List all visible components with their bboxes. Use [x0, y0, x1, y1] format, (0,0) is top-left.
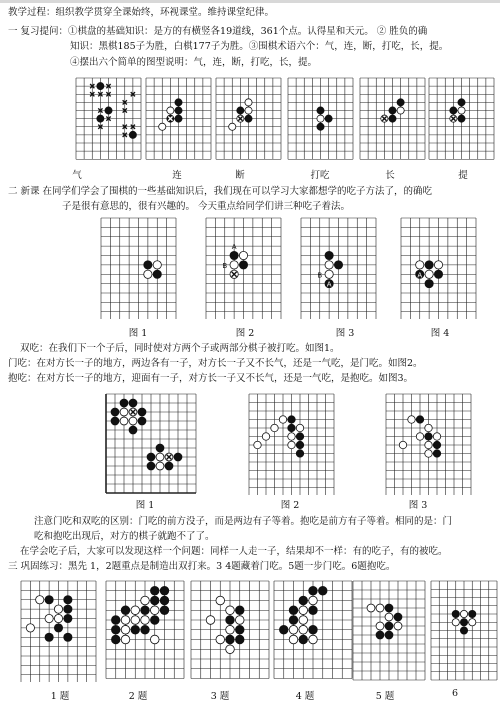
new-lesson-line-1: 二 新课 在同学们学会了围棋的一些基础知识后，我们现在可以学习大家都想学的吃子方法了，的确吃 [8, 186, 433, 197]
black-stone [111, 635, 120, 644]
white-stone [144, 270, 152, 278]
baochi-line: 抱吃：在对方长一子的地方，迎面有一子，对方长一子又不长气，还是一气吃，是抱吃。如图3。 [8, 373, 414, 384]
svg-text:B: B [317, 271, 323, 280]
white-stone [156, 462, 164, 470]
caption-qi: 气 [72, 170, 82, 181]
black-stone [289, 616, 298, 625]
caption-dachi: 打吃 [310, 170, 330, 181]
white-stone [159, 123, 166, 130]
black-stone [289, 606, 298, 615]
black-stone [129, 131, 136, 138]
black-stone [397, 99, 404, 106]
white-stone [167, 107, 174, 114]
white-stone [289, 635, 298, 644]
black-stone [279, 625, 288, 634]
black-stone [226, 616, 235, 625]
black-stone [138, 417, 146, 425]
black-stone [317, 107, 324, 114]
black-stone [299, 635, 308, 644]
white-stone [376, 622, 384, 630]
white-stone [226, 625, 235, 634]
black-stone [165, 462, 173, 470]
caption-duan: 断 [235, 170, 245, 181]
black-stone [175, 115, 182, 122]
black-stone [239, 261, 247, 269]
white-stone [216, 596, 225, 605]
note-line-1: 注意门吃和双吃的区别：门吃的前方没子，而是两边有子等着。抱吃是前方有子等着。相同的是：门 [34, 516, 453, 527]
black-stone [150, 586, 159, 595]
black-stone [288, 424, 295, 431]
intro-line: 教学过程：组织教学贯穿全课始终，环视课堂。维持课堂纪律。 [8, 7, 275, 18]
svg-text:A: A [231, 243, 237, 252]
white-stone [433, 433, 440, 440]
black-stone [97, 115, 104, 122]
board-duan [215, 77, 282, 164]
white-stone [325, 261, 333, 269]
black-stone [64, 633, 72, 641]
board-qi [75, 77, 142, 164]
black-stone [120, 399, 128, 407]
white-stone [156, 453, 164, 461]
white-stone [121, 625, 130, 634]
black-stone [309, 606, 318, 615]
black-stone [450, 107, 457, 114]
black-stone [54, 624, 62, 632]
white-stone [26, 624, 34, 632]
note-line-3: 在学会吃子后，大家可以发现这样一个问题：同样一人走一子，结果却不一样：有的吃子，有的被吃。 [20, 546, 448, 557]
review-line-2: 知识：黑棋185子为胜，白棋177子为胜。③围棋术语六个：气，连，断，打吃，长，提。 [70, 41, 449, 52]
white-stone [150, 635, 159, 644]
caption-q1: 1 题 [50, 691, 70, 702]
white-stone [309, 596, 318, 605]
black-stone [156, 444, 164, 452]
white-stone [226, 645, 235, 654]
black-stone [129, 426, 137, 434]
board-r3-fig2 [248, 393, 335, 495]
black-stone [174, 453, 182, 461]
white-stone [45, 614, 53, 622]
black-stone [389, 107, 396, 114]
black-stone [385, 604, 393, 612]
white-stone [288, 441, 295, 448]
caption-r3-fig1: 图 1 [135, 500, 155, 511]
white-stone [425, 424, 432, 431]
white-stone [230, 261, 238, 269]
white-stone [216, 635, 225, 644]
svg-text:A: A [417, 271, 423, 280]
svg-text:B: B [222, 261, 228, 270]
black-stone [226, 635, 235, 644]
black-stone [160, 596, 169, 605]
white-stone [288, 433, 295, 440]
review-line-3: ④摆出六个简单的图型说明：气，连，断，打吃，长，提。 [70, 57, 318, 68]
white-stone [434, 261, 442, 269]
white-stone [299, 616, 308, 625]
white-stone [150, 606, 159, 615]
black-stone [64, 596, 72, 604]
white-stone [121, 616, 130, 625]
white-stone [289, 625, 298, 634]
board-chang [359, 77, 426, 164]
black-stone [425, 280, 433, 288]
board-q5 [352, 580, 426, 682]
board-q2 [105, 580, 185, 682]
white-stone [206, 616, 215, 625]
black-stone [230, 251, 238, 259]
black-stone [150, 596, 159, 605]
black-stone [433, 450, 440, 457]
black-stone [309, 625, 318, 634]
white-stone [425, 450, 432, 457]
white-stone [262, 433, 269, 440]
board-fig2 [205, 217, 282, 319]
black-stone [175, 107, 182, 114]
caption-r3-fig3: 图 3 [408, 500, 428, 511]
caption-fig4: 图 4 [430, 328, 450, 339]
board-fig3 [300, 217, 377, 319]
white-stone [367, 604, 375, 612]
white-stone [141, 596, 150, 605]
caption-fig2: 图 2 [235, 328, 255, 339]
black-stone [235, 625, 244, 634]
black-stone [175, 99, 182, 106]
black-stone [64, 614, 72, 622]
black-stone [237, 107, 244, 114]
white-stone [36, 596, 44, 604]
review-line-1: 一 复习提问：①棋盘的基础知识：是方的有横竖各19道线，361个点。认得星和天元。 ② 胜负的确 [8, 26, 428, 37]
black-stone [452, 610, 459, 617]
black-stone [460, 619, 467, 626]
black-stone [389, 115, 396, 122]
white-stone [460, 610, 467, 617]
board-fig1 [100, 217, 177, 319]
black-stone [150, 616, 159, 625]
white-stone [416, 261, 424, 269]
white-stone [394, 622, 402, 630]
white-stone [399, 441, 406, 448]
black-stone [121, 606, 130, 615]
white-stone [239, 251, 247, 259]
white-stone [458, 107, 465, 114]
white-stone [385, 613, 393, 621]
black-stone [458, 115, 465, 122]
black-stone [317, 123, 324, 130]
black-stone [235, 635, 244, 644]
black-stone [97, 83, 104, 90]
black-stone [64, 605, 72, 613]
black-stone [394, 613, 402, 621]
white-stone [271, 424, 278, 431]
black-stone [458, 99, 465, 106]
caption-q3: 3 题 [210, 691, 230, 702]
black-stone [318, 586, 327, 595]
white-stone [245, 99, 252, 106]
white-stone [309, 635, 318, 644]
black-stone [111, 625, 120, 634]
new-lesson-line-2: 子是很有意思的，很有兴趣的。 今天重点给同学们讲三种吃子着法。 [62, 201, 351, 212]
board-q1 [20, 580, 97, 682]
white-stone [452, 619, 459, 626]
board-r3-fig1 [105, 393, 197, 495]
white-stone [229, 123, 236, 130]
caption-q6: 6 [451, 688, 459, 699]
white-stone [131, 616, 140, 625]
black-stone [469, 610, 476, 617]
black-stone [105, 107, 112, 114]
black-stone [111, 408, 119, 416]
white-stone [376, 604, 384, 612]
white-stone [416, 433, 423, 440]
black-stone [296, 450, 303, 457]
caption-ti: 提 [458, 170, 468, 181]
white-stone [141, 616, 150, 625]
white-stone [153, 261, 161, 269]
white-stone [235, 616, 244, 625]
caption-chang: 长 [385, 170, 395, 181]
white-stone [120, 417, 128, 425]
white-stone [408, 416, 415, 423]
black-stone [111, 417, 119, 425]
black-stone [385, 631, 393, 639]
caption-r3-fig2: 图 2 [280, 500, 300, 511]
caption-q2: 2 题 [128, 691, 148, 702]
menchi-line: 门吃：在对方长一子的地方，两边各有一子，对方长一子又不长气，还是一气吃，是门吃。如图2。 [8, 358, 423, 369]
black-stone [376, 631, 384, 639]
black-stone [45, 596, 53, 604]
black-stone [141, 625, 150, 634]
black-stone [296, 433, 303, 440]
black-stone [45, 633, 53, 641]
black-stone [245, 115, 252, 122]
white-stone [254, 441, 261, 448]
black-stone [460, 627, 467, 634]
black-stone [131, 625, 140, 634]
black-stone [147, 462, 155, 470]
black-stone [296, 441, 303, 448]
white-stone [54, 605, 62, 613]
black-stone [288, 416, 295, 423]
black-stone [325, 115, 332, 122]
black-stone [153, 270, 161, 278]
black-stone [309, 586, 318, 595]
white-stone [296, 424, 303, 431]
board-q4 [273, 580, 353, 682]
black-stone [235, 606, 244, 615]
note-line-2: 吃和抱吃出现后，对方的棋子就跑不了了。 [34, 531, 215, 542]
white-stone [54, 614, 62, 622]
black-stone [334, 261, 342, 269]
svg-text:A: A [326, 280, 332, 289]
board-fig4 [400, 217, 477, 319]
board-ti [428, 77, 495, 164]
white-stone [299, 625, 308, 634]
black-stone [141, 606, 150, 615]
white-stone [245, 107, 252, 114]
black-stone [138, 408, 146, 416]
board-q3 [190, 580, 270, 682]
black-stone [147, 453, 155, 461]
black-stone [299, 596, 308, 605]
black-stone [385, 622, 393, 630]
caption-fig1: 图 1 [128, 328, 148, 339]
white-stone [226, 606, 235, 615]
white-stone [129, 417, 137, 425]
white-stone [325, 270, 333, 278]
black-stone [325, 251, 333, 259]
black-stone [425, 261, 433, 269]
caption-q5: 5 题 [375, 691, 395, 702]
white-stone [425, 441, 432, 448]
practice-line: 三 巩固练习：黑先 1，2题重点是制造出双打来。3 4题藏着门吃。5题一步门吃。6题抱吃。 [8, 561, 396, 572]
caption-lian: 连 [172, 170, 182, 181]
black-stone [111, 616, 120, 625]
white-stone [299, 606, 308, 615]
board-r3-fig3 [385, 393, 472, 495]
black-stone [144, 261, 152, 269]
black-stone [160, 606, 169, 615]
board-lian [145, 77, 212, 164]
white-stone [131, 606, 140, 615]
caption-fig3: 图 3 [335, 328, 355, 339]
white-stone [279, 416, 286, 423]
black-stone [434, 270, 442, 278]
board-q6 [430, 580, 498, 682]
white-stone [317, 115, 324, 122]
black-stone [425, 433, 432, 440]
shuangchi-line: 双吃：在我们下一个子后，同时使对方两个子或两部分棋子被打吃。如图1。 [20, 343, 340, 354]
black-stone [416, 416, 423, 423]
black-stone [433, 441, 440, 448]
black-stone [129, 399, 137, 407]
white-stone [425, 270, 433, 278]
board-dachi [287, 77, 354, 164]
white-stone [120, 408, 128, 416]
caption-q4: 4 题 [295, 691, 315, 702]
white-stone [397, 107, 404, 114]
black-stone [160, 586, 169, 595]
top-edge [0, 0, 500, 3]
white-stone [121, 635, 130, 644]
white-stone [469, 619, 476, 626]
